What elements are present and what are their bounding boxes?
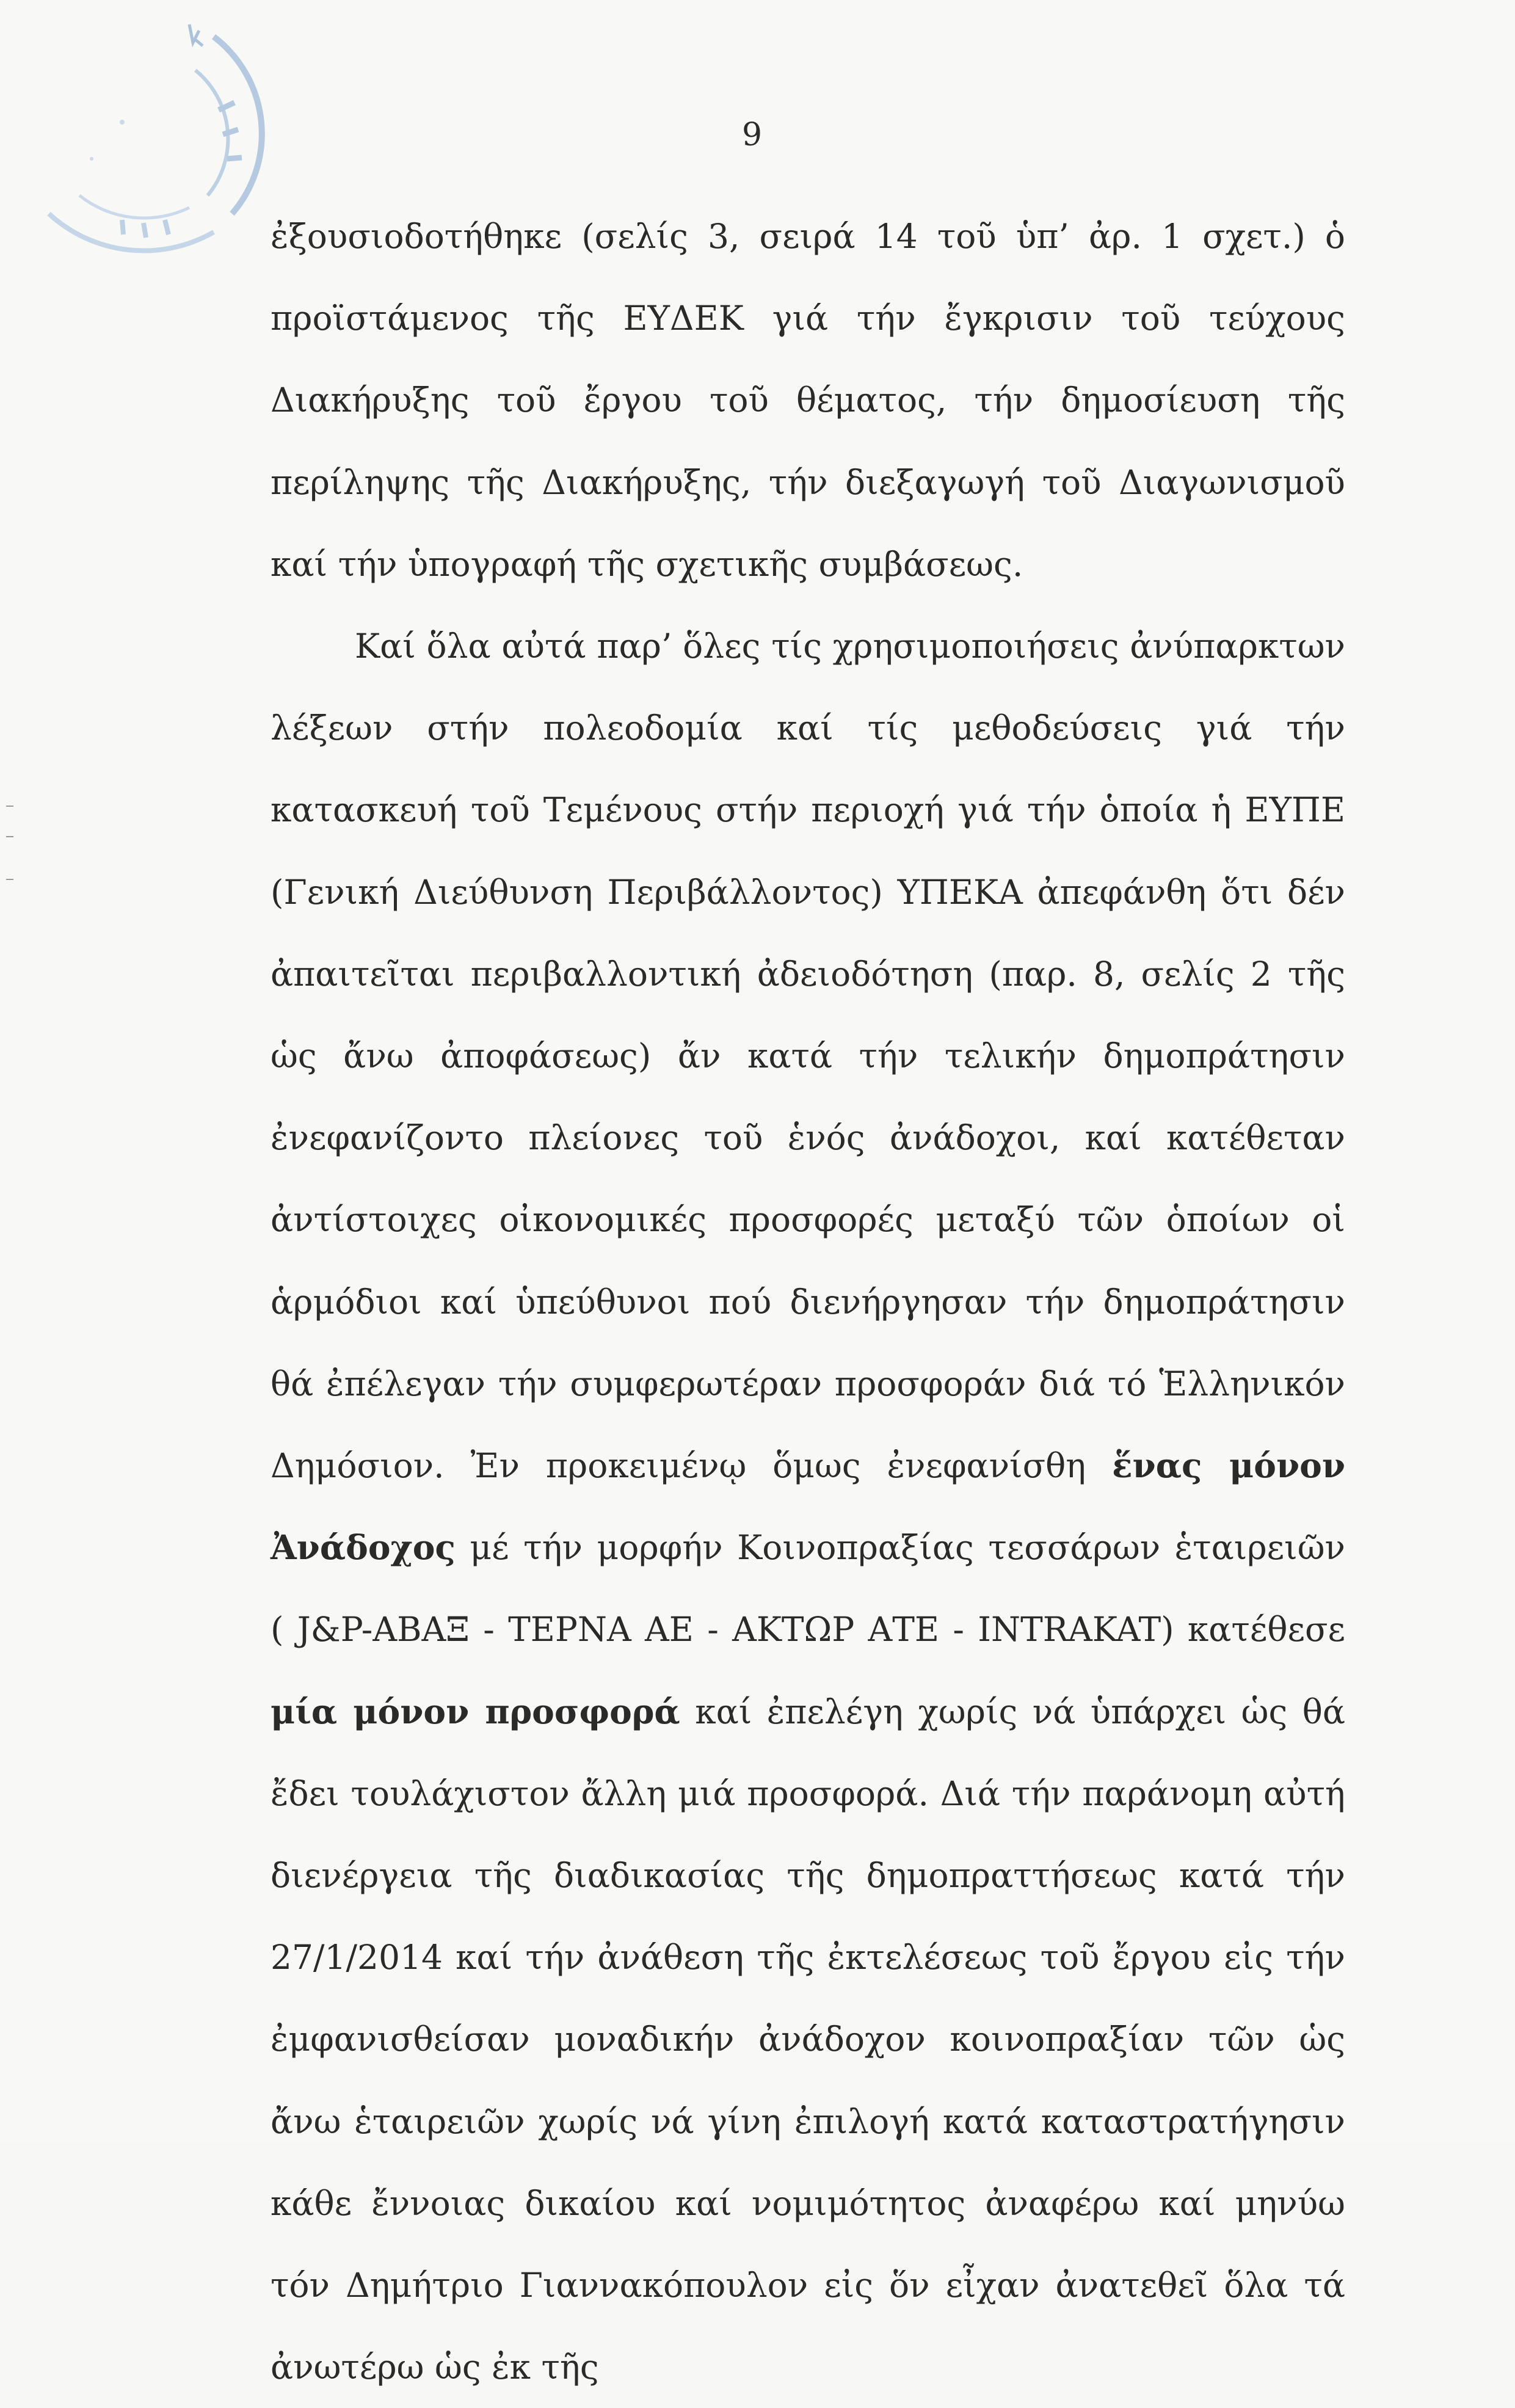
bold-phrase-one-offer: μία μόνον προσφορά xyxy=(271,1691,680,1731)
page-number: 9 xyxy=(742,117,763,153)
paragraph xyxy=(271,605,1345,2408)
text-run: ἐξουσιοδοτήθηκε (σελίς 3, σειρά 14 τοῦ ὑπ’ ἀρ. 1 σχετ.) ὁ προϊστάμενος τῆς ΕΥΔΕΚ γιά τήν ἔγκρισιν τοῦ τεύχους Διακήρυξης τοῦ ἔργου τοῦ θέματος, τήν δημοσίευση τῆς περίληψης τῆς Διακήρυξης, τήν διεξαγωγή τοῦ Διαγωνισμοῦ καί τήν ὑπογραφή τῆς σχετικῆς συμβάσεως. xyxy=(271,217,1345,584)
round-ink-stamp-icon xyxy=(12,12,281,269)
bold-phrase-one-contractor: ἕνας μόνον Ἀνάδοχος xyxy=(271,1446,1345,1568)
paragraph xyxy=(271,195,1345,605)
text-run: καί ἐπελέγη χωρίς νά ὑπάρχει ὡς θά ἔδει τουλάχιστον ἄλλη μιά προσφορά. Διά τήν παράνομη αὐτή διενέργεια τῆς διαδικασίας τῆς δημοπραττήσεως κατά τήν 27/1/2014 καί τήν ἀνάθεση τῆς ἐκτελέσεως τοῦ ἔργου εἰς τήν ἐμφανισθείσαν μοναδικήν ἀνάδοχον κοινοπραξίαν τῶν ὡς ἄνω ἑταιρειῶν χωρίς νά γίνη ἐπιλογή κατά καταστρατήγησιν κάθε ἔννοιας δικαίου καί νομιμότητος ἀναφέρω καί μηνύω τόν Δημήτριο Γιαννακόπουλον εἰς ὅν εἶχαν ἀνατεθεῖ ὅλα τά ἀνωτέρω ὡς ἐκ τῆς xyxy=(271,1692,1345,2387)
text-run: Καί ὅλα αὐτά παρ’ ὅλες τίς χρησιμοποιήσεις ἀνύπαρκτων λέξεων στήν πολεοδομία καί τίς μεθοδεύσεις γιά τήν κατασκευή τοῦ Τεμένους στήν περιοχή γιά τήν ὁποία ἡ ΕΥΠΕ (Γενική Διεύθυνση Περιβάλλοντος) ΥΠΕΚΑ ἀπεφάνθη ὅτι δέν ἀπαιτεῖται περιβαλλοντική ἀδειοδότηση (παρ. 8, σελίς 2 τῆς ὡς ἄνω ἀποφάσεως) ἄν κατά τήν τελικήν δημοπράτησιν ἐνεφανίζοντο πλείονες τοῦ ἑνός ἀνάδοχοι, καί κατέθεταν ἀντίστοιχες οἰκονομικές προσφορές μεταξύ τῶν ὁποίων οἱ ἁρμόδιοι καί ὑπεύθυνοι πού διενήργησαν τήν δημοπράτησιν θά ἐπέλεγαν τήν συμφερωτέραν προσφοράν διά τό Ἑλληνικόν Δημόσιον. Ἐν προκειμένῳ ὅμως ἐνεφανίσθη xyxy=(271,627,1345,1486)
scan-margin-marks xyxy=(0,794,18,916)
body-text xyxy=(271,195,1345,2408)
text-run: μέ τήν μορφήν Κοινοπραξίας τεσσάρων ἑταιρειῶν ( J&P-ΑΒΑΞ - ΤΕΡΝΑ ΑΕ - ΑΚΤΩΡ ΑΤΕ - INTRAKAT) κατέθεσε xyxy=(271,1528,1345,1650)
